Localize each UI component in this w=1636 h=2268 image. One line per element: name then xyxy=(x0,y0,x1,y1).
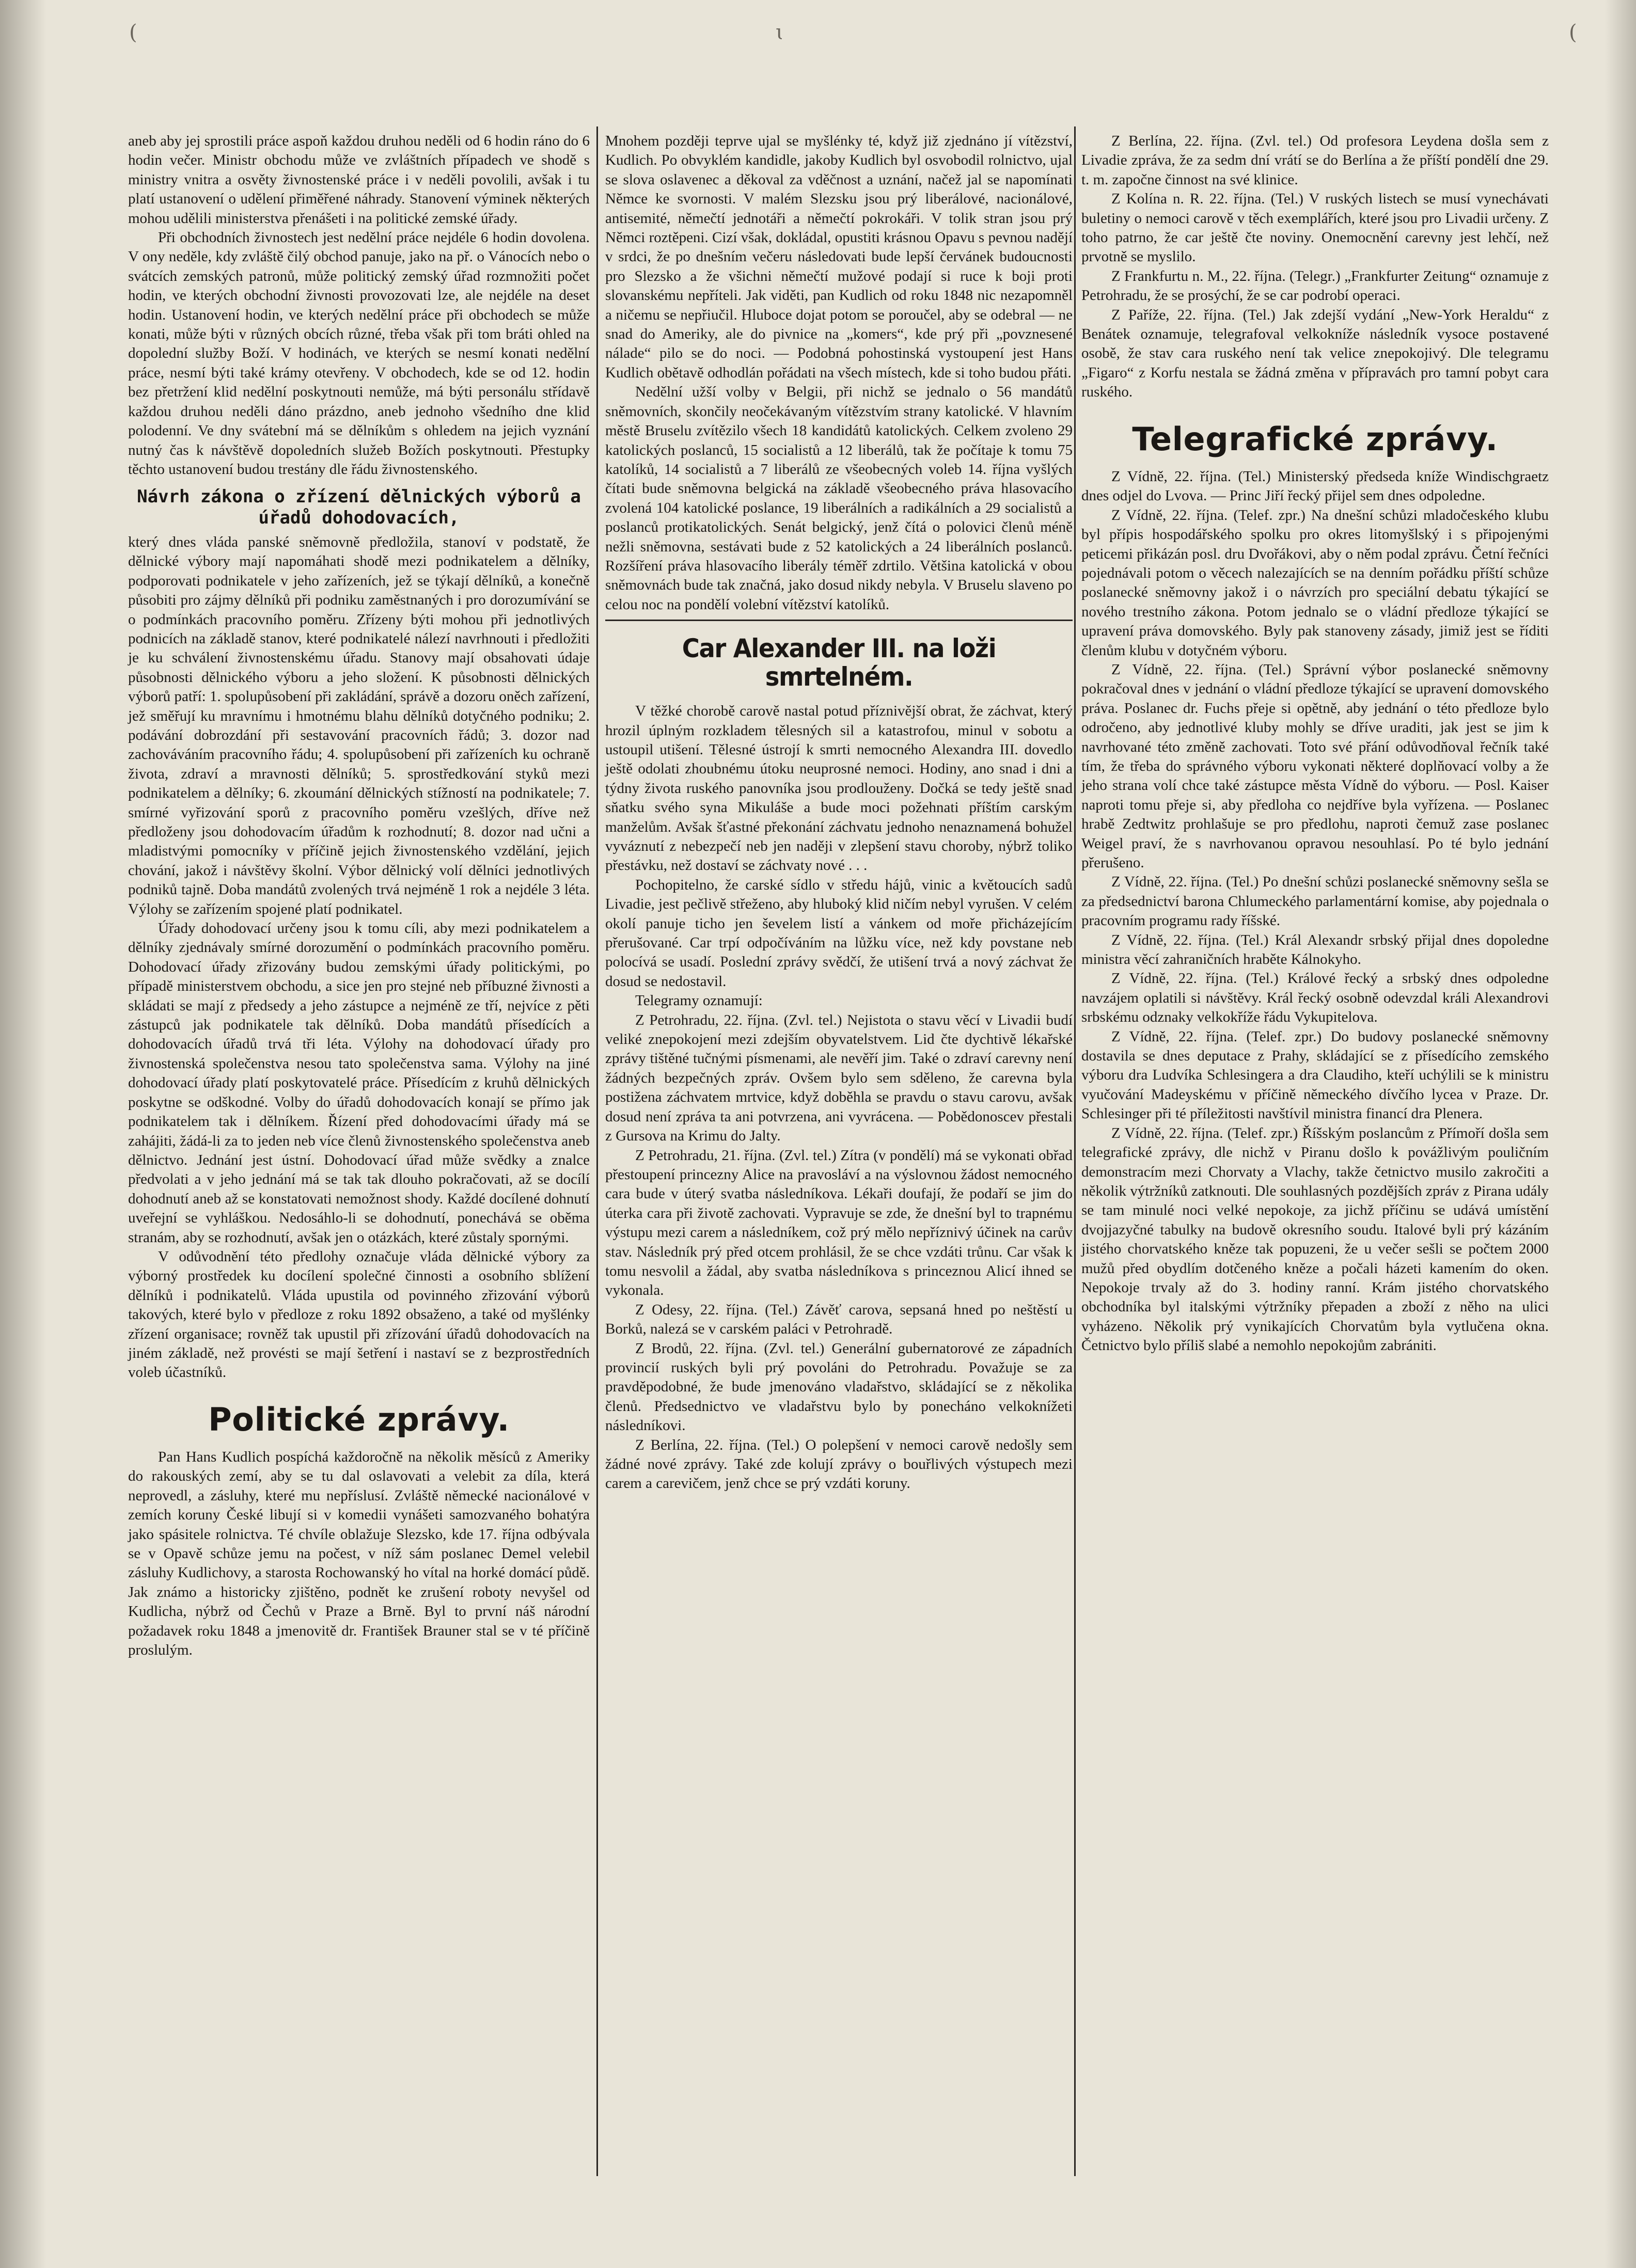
telegram-paragraph: Z Berlína, 22. října. (Tel.) O polepšení v nemoci carově nedošly sem žádné nové zprávy. Také zde kolují zprávy o bouřlivých výstupech mezi carem a carevičem, jenž chce se prý vzdáti koruny. xyxy=(605,1436,1073,1492)
article-paragraph: V těžké chorobě carově nastal potud příznivější obrat, že záchvat, který hrozil úplným rozkladem tělesných sil a katastrofou, minul v sobotu a ustoupil utišení. Tělesné ústrojí k smrti nemocného Alexandra III. dovedlo ještě odolati zhoubnému útoku neuprosné nemoci. Hodiny, ano snad i dni a týdny života ruského panovníka jsou prodlouženy. Dočká se tedy ještě snad sňatku svého syna Mikuláše a bude moci požehnati příštím carským manželům. Avšak šťastné překonání záchvatu jednoho nenaznamená bohužel vyváznutí z nebezpečí neb jen naději v zlepšení stavu choroby, nýbrž toliko přestávku, než dostaví se záchvaty nové . . . xyxy=(605,703,1073,874)
telegram-paragraph: Z Vídně, 22. října. (Tel.) Ministerský předseda kníže Windischgraetz dnes odjel do Lvova. — Princ Jiří řecký přijel sem dnes odpoledne. xyxy=(1081,468,1549,504)
page-mark-right: ( xyxy=(1569,21,1577,44)
telegram-paragraph: Z Petrohradu, 22. října. (Zvl. tel.) Nejistota o stavu věcí v Livadii budí veliké znepokojení mezi zdejším obyvatelstvem. Lid čte dychtivě lékařské zprávy tištěné tučnými písmenami, ale nevěří jim. Také o zdraví carevny není žádných bezpečných zpráv. Ovšem bylo sem sděleno, že carevna byla postižena záchvatem mrtvice, když doběhla se pravdu o stavu carovu, avšak dosud není zpráva ta ani potvrzena, ani vyvrácena. — Pobědonoscev přestali z Gursova na Krimu do Jalty. xyxy=(605,1011,1073,1145)
section-heading-telegraph: Telegrafické zprávy. xyxy=(1132,420,1498,458)
telegram-paragraph: Z Vídně, 22. října. (Tel.) Král Alexandr srbský přijal dnes dopoledne ministra věcí zahraničních hraběte Kálnokyho. xyxy=(1081,931,1549,968)
article-paragraph: V odůvodnění této předlohy označuje vláda dělnické výbory za výborný prostředek ku docílení společné činnosti a osobního sblížení dělníků i podnikatelů. Vláda upustila od povinného zřizování výborů takových, které bylo v předloze z roku 1892 obsaženo, a také od myšlénky zřízení organisace; rovněž tak upustil při zřízování úřadů dohodovacích na jiném základě, než provésti se mají šetření i nastaví se z bezprostředních voleb účastníků. xyxy=(128,1248,590,1381)
telegram-paragraph: Z Vídně, 22. října. (Tel.) Králové řecký a srbský dnes odpoledne navzájem oplatili si návštěvy. Král řecký osobně odevzdal králi Alexandrovi srbskému odznaky velkokříže řádu Vykupitelova. xyxy=(1081,970,1549,1026)
scan-shadow-right xyxy=(1605,0,1636,2268)
telegram-paragraph: Z Brodů, 22. října. (Zvl. tel.) Generální gubernatorové ze západních provincií ruských byli prý povoláni do Petrohradu. Považuje se za pravděpodobné, že bude jmenováno vladařstvo, skládající se z několika členů. Předsednictvo ve vladařstvu bylo by ponecháno velkoknížeti následníkovi. xyxy=(605,1340,1073,1434)
telegram-paragraph: Z Vídně, 22. října. (Telef. zpr.) Do budovy poslanecké sněmovny dostavila se dnes deputace z Prahy, skládající se z přísedícího zemského výboru dra Ludvíka Schlesingera a dra Claudiho, kteří uchýlili se k ministru vyučování Madeyskému v příčině německého dívčího lycea v Praze. Dr. Schlesinger při té příležitosti navštívil ministra financí dra Plenera. xyxy=(1081,1028,1549,1122)
page-mark-left: ( xyxy=(129,21,137,44)
separator-rule xyxy=(605,620,1073,621)
telegram-paragraph: Z Vídně, 22. října. (Telef. zpr.) Říšským poslancům z Přímoří došla sem telegrafické zprávy, dle nichž v Piranu došlo k povážlivým pouličním demonstracím mezi Chorvaty a Vlachy, takže četnictvo musilo zakročiti a několik výtržníků zatknouti. Dle souhlasných pozdějších zpráv z Pirana udály se tam minulé noci velké nepokoje, za jichž příčinu se udává umístění dvojjazyčné tabulky na budově okresního soudu. Italové byli prý kázáním jistého chorvatského kněze tak popuzeni, že u večer sešli se počtem 2000 mužů před obydlím dotčeného kněze a počali házeti kamením do oken. Nepokoje trvaly až do 3. hodiny ranní. Krám jistého chorvatského obchodníka byl italskými výtržníky přepaden a zboží z něho na ulici vyházeno. Několik prý vynikajících Chorvatům byla vytlučena okna. Četnictvo bylo příliš slabé a nemohlo nepokojům zabrániti. xyxy=(1081,1124,1549,1354)
article-paragraph: Telegramy oznamují: xyxy=(635,992,763,1009)
telegram-paragraph: Z Petrohradu, 21. října. (Zvl. tel.) Zítra (v pondělí) má se vykonati obřad přestoupení princezny Alice na pravosláví a na výslovnou žádost nemocného cara bude v úterý svatba následníkova. Lékaři doufají, že podaří se jim do úterka cara při životě zachovati. Vypravuje se zde, že dnešní byl to trapnému výstupu mezi carem a následníkem, což prý mělo nepříznivý účinek na carův stav. Následník prý před otcem prohlásil, že se chce vzdáti trůnu. Car však k tomu nesvolil a žádal, aby svatba následníkova s princeznou Alicí ihned se vykonala. xyxy=(605,1147,1073,1299)
article-paragraph: aneb aby jej sprostili práce aspoň každou druhou neděli od 6 hodin ráno do 6 hodin večer. Ministr obchodu může ve zvláštních případech ve shodě s ministry vnitra a osvěty živnostenské práce i v neděli povolili, avšak i tu platí ustanovení o udělení přiměřené náhrady. Stanovení výminek některých mohou udělili ministerstva přenášeti i na politické zemské úřady. xyxy=(128,133,590,227)
telegram-paragraph: Z Berlína, 22. října. (Zvl. tel.) Od profesora Leydena došla sem z Livadie zpráva, že za sedm dní vrátí se do Berlína a že příští pondělí dne 29. t. m. započne činnost na své klinice. xyxy=(1081,133,1549,188)
column-3 xyxy=(1081,132,1549,1356)
section-heading-politics: Politické zprávy. xyxy=(208,1400,510,1438)
article-paragraph: který dnes vláda panské sněmovně předložila, stanoví v podstatě, že dělnické výbory mají napomáhati shodě mezi podnikatelem a dělníky, podporovati podnikatele v jeho zařízeních, jež se týkají dělníků, a konečně působiti pro zájmy dělníků při podniku zaměstnaných i pro dorozumívání se o podmínkách pracovního poměru. Zřízeny býti mohou při jednotlivých podnicích na základě stanov, které podnikatelé nálezí navrhnouti i předložiti je ku schválení živnostenskému úřadu. Stanovy mají obsahovati údaje působnosti dělnického výboru a jeho složení. K působnosti dělnických výborů patří: 1. spolupůsobení při zakládání, správě a dozoru oněch zařízení, jež směřují ku mravnímu i hmotnému blahu dělníků dotyčného podniku; 2. podávání dobrozdání při sestavování pracovních řádů; 3. dozor nad zachováváním pracovního řádu; 4. spolupůsobení při zařízeních ku ochraně života, zdraví a mravnosti dělníků; 5. sprostředkování styků mezi podnikatelem a dělníky; 6. zkoumání dělnických stížností na podnikatele; 7. smírné vyřizování sporů z pracovního poměru vzešlých, dříve než předloženy jsou dohodovacím úřadům k rozhodnutí; 8. dozor nad učni a mladistvými pomocníky v příčině jejich živnostenského vzdělání, jejich chování, jakož i návštěvy školní. Výbor dělnický volí dělníci jednotlivých podniků tajně. Doba mandátů zvolených trvá nejméně 1 rok a nejdéle 3 léta. Výlohy se zařízením spojené platí podnikatel. xyxy=(128,533,590,917)
telegram-paragraph: Z Kolína n. R. 22. října. (Tel.) V ruských listech se musí vynechávati buletiny o nemoci carově v těch exemplářích, které jsou pro Livadii určeny. Z toho patrno, že car ještě čte noviny. Onemocnění carevny jest lehčí, než prvotně se myslilo. xyxy=(1081,191,1549,265)
article-paragraph: Při obchodních živnostech jest nedělní práce nejdéle 6 hodin dovolena. V ony neděle, kdy zvláště čilý obchod panuje, jako na př. o Vánocích nebo o svátcích zemských patronů, může politický zemský úřad rozmnožiti počet hodin, ve kterých obchodní živnosti provozovati lze, ale nejdéle na deset hodin. Ustanovení hodin, ve kterých nedělní práce při obchodech se může konati, může býti v různých obcích různé, třeba však při tom bráti ohled na dopolední služby Boží. V hodinách, ve kterých se nesmí konati nedělní práce, nesmí býti také krámy otevřeny. V obchodech, kde se od 12. hodin bez přetržení klid nedělní poskytnouti nemůže, má býti personálu střídavě každou druhou neděli dáno prázdno, aneb jednoho všedního dne klid polodenní. Ve dny svátební má se dělníkům s ohledem na jejich vyznání nutný čas k návštěvě dopoledních služeb Božích poskytnouti. Přestupky těchto ustanovení budou trestány dle řádu živnostenského. xyxy=(128,229,590,478)
section-heading-tsar: Car Alexander III. na loži smrtelném. xyxy=(682,633,996,692)
article-paragraph: Pan Hans Kudlich pospíchá každoročně na několik měsíců z Ameriky do rakouských zemí, aby se tu dal oslavovati a velebit za díla, která neprovedl, a zásluhy, které mu nepříslusí. Zvláště německé nacionálové v zemích koruny České libují si v komedii vynášeti samozvaného bohatýra jako spásitele rolnictva. Té chvíle oblažuje Slezsko, kde 17. října odbývala se v Opavě schůze jemu na počest, v níž sám poslanec Demel velebil zásluhy Kudlichovy, a starosta Rochowanský ho vítal na horké domácí půdě. Jak známo a historicky zjištěno, podnět ke zrušení roboty nevyšel od Kudlicha, nýbrž od Čechů v Praze a Brně. Byl to první náš národní požadavek roku 1848 a jmenovitě dr. František Brauner stal se v té příčině proslulým. xyxy=(128,1448,590,1659)
column-1 xyxy=(128,132,590,1660)
article-paragraph: Mnohem později teprve ujal se myšlénky té, když již zjednáno jí vítězství, Kudlich. Po obvyklém kandidle, jakoby Kudlich byl osvobodil rolnictvo, ujal se slova oslavenec a děkoval za vděčnost a uznání, načež jal se napomínati Němce ke svornosti. V malém Slezsku jsou prý liberálové, nacionálové, antisemité, němečtí jednotáři a němečtí pokrokáři. V tolik stran jsou prý Němci roztěpeni. Cizí však, dokládal, opustiti krásnou Opavu s pevnou nadějí v srdci, že po dnešním večeru následovati bude lepší červánek budoucnosti pro Slezsko a že všichni němečtí mužové podají si ruce k boji proti slovanskému nepříteli. Jak viděti, pan Kudlich od roku 1848 nic nezapomněl a ničemu se nepřiučil. Hluboce dojat potom se poroučel, aby se odebral — ne snad do Ameriky, ale do pivnice na „komers“, kde prý při „povznesené nálade“ pilo se do noci. — Podobná pohostinská vystoupení jest Hans Kudlich obětavě odhodlán pořádati na všech místech, kde si toho budou přáti. xyxy=(605,133,1073,381)
article-paragraph: Úřady dohodovací určeny jsou k tomu cíli, aby mezi podnikatelem a dělníky zjednávaly smírné dorozumění o podmínkách pracovního poměru. Dohodovací úřady zřizovány budou zemskými úřady politickými, po případě ministerstvem obchodu, a sice jen pro stejné neb příbuzné živnosti a skládati se mají z předsedy a jeho zástupce a nejméně ze tří, nejvíce z pěti zástupců jak podnikatele tak dělníků. Doba mandátů přísedících a dohodovacích úřadů trvá tři léta. Výlohy na dohodovací úřady pro živnostenská společenstva nesou tato společenstva sama. Výlohy na jiné dohodovací úřady platí poskytovatelé práce. Přísedícím z kruhů dělnických poskytne se odškodné. Volby do úřadů dohodovacích konají se přímo jak podnikatelem tak i dělníkem. Řízení před dohodovacími úřady má se zahájiti, žádá-li za to jeden neb více členů živnostenského společenstva aneb dělnictvo. Jednání jest ústní. Dohodovací úřad může svědky a znalce předvolati a v jeho jednání má se tak tak dlouho pokračovati, až se docílí dohodnutí aneb až se konstatovati nemožnost shody. Každé docílené dohnutí uveřejní se vyhláškou. Nedosáhlo-li se dohodnutí, ponechává se oběma stranám, aby se rozhodnutí, avšak jen o otázkách, které zůstaly spornými. xyxy=(128,920,590,1246)
telegram-paragraph: Z Vídně, 22. října. (Telef. zpr.) Na dnešní schůzi mladočeského klubu byl přípis hospodářského spolku pro okres litomyšlský i s připojenými peticemi přikázán posl. dru Dvořákovi, aby o něm podal zprávu. Četní řečníci pojednávali potom o věcech nalezajících se na denním pořádku příští schůze poslanecké sněmovny jakož i o návrzích pro speciální debatu týkající se nového trestního zákona. Potom jednalo se o vládní předloze týkající se upravení práva domovského. Byly pak stanoveny zásady, jimiž jest se říditi členům klubu v dotyčném výboru. xyxy=(1081,506,1549,659)
article-paragraph: Pochopitelno, že carské sídlo v středu hájů, vinic a květoucích sadů Livadie, jest pečlivě střeženo, aby hluboký klid ničím nebyl vyrušen. V celém okolí panuje ticho jen ševelem listí a vánkem od moře přicházejícím přerušované. Car trpí odpočíváním na lůžku více, než kdy povstane neb polocívá se usadí. Poslední zprávy svědčí, že utišení trvá a nový záchvat že dosud se nedostavil. xyxy=(605,876,1073,990)
column-rule-2 xyxy=(1074,126,1076,2176)
telegram-paragraph: Z Vídně, 22. října. (Tel.) Správní výbor poslanecké sněmovny pokračoval dnes v jednání o vládní předloze týkající se upravení domovského práva. Poslanec dr. Fuchs přeje si opětně, aby jednání o této předloze bylo odročeno, aby jednotlivé kluby mohly se dříve uraditi, jak jest se jim k navrhované této změně zachovati. Toto své přání odůvodňoval řečník také tím, že třeba do správného výboru vykonati některé doplňovací volby a že jeho strana volí chce také zástupce města Vídně do výboru. — Posl. Kaiser naproti tomu přeje si, aby předloha co nejdříve byla vyřízena. — Poslanec hrabě Zedtwitz prohlašuje se pro předlohu, naproti čemuž zase poslanec Weigel praví, že s navrhovanou opravou nesouhlasí. Po té bylo jednání přerušeno. xyxy=(1081,661,1549,871)
article-paragraph: Nedělní užší volby v Belgii, při nichž se jednalo o 56 mandátů sněmovních, skončily neočekávaným vítězstvím strany katolické. V hlavním městě Bruselu zvítězilo všech 18 kandidátů katolických. Celkem zvoleno 29 katolických poslanců, 15 socialistů a 12 liberálů, tak že počítaje k tomu 75 katolíků, 14 socialistů a 7 liberálů ze všeobecných voleb 14. října vyšlých čítati bude sněmovna belgická na základě všeobecného práva hlasovacího zvolená 104 katolické poslance, 19 liberálních a radikálních a 29 socialistů a poslanců protikatolických. Senát belgický, jenž čítá o polovici členů méně nežli sněmovna, sestávati bude z 52 katolických a 24 liberálních poslanců. Rozšíření práva hlasovacího liberály téměř zdrtilo. Většina katolická v obou sněmovnách bude tak značná, jako dosud nikdy nebyla. V Bruselu slaveno po celou noc na pondělí volební vítězství katolíků. xyxy=(605,384,1073,613)
telegram-paragraph: Z Paříže, 22. října. (Tel.) Jak zdejší vydání „New-York Heraldu“ z Benátek oznamuje, telegrafoval velkokníže následník vysoce postavené osobě, že stav cara ruského není tak velice znepokojivý. Dle telegramu „Figaro“ z Korfu nestala se žádná změna v přípravách pro tamní pobyt cara ruského. xyxy=(1081,306,1549,401)
scan-shadow-left xyxy=(0,0,46,2268)
telegram-paragraph: Z Vídně, 22. října. (Tel.) Po dnešní schůzi poslanecké sněmovny sešla se za předsednictví barona Chlumeckého parlamentární komise, aby pojednala o pracovním programu rady říšské. xyxy=(1081,874,1549,929)
column-rule-1 xyxy=(596,126,598,2176)
telegram-paragraph: Z Frankfurtu n. M., 22. října. (Telegr.) „Frankfurter Zeitung“ oznamuje z Petrohradu, že se prosýchí, že se car podrobí operaci. xyxy=(1081,267,1549,304)
page-mark-center: ɩ xyxy=(776,21,784,44)
column-2 xyxy=(605,132,1073,1494)
section-heading-bill: Návrh zákona o zřízení dělnických výborů a úřadů dohodovacích, xyxy=(137,486,581,529)
telegram-paragraph: Z Odesy, 22. října. (Tel.) Závěť carova, sepsaná hned po neštěstí u Borků, nalezá se v carském paláci v Petrohradě. xyxy=(605,1301,1073,1338)
